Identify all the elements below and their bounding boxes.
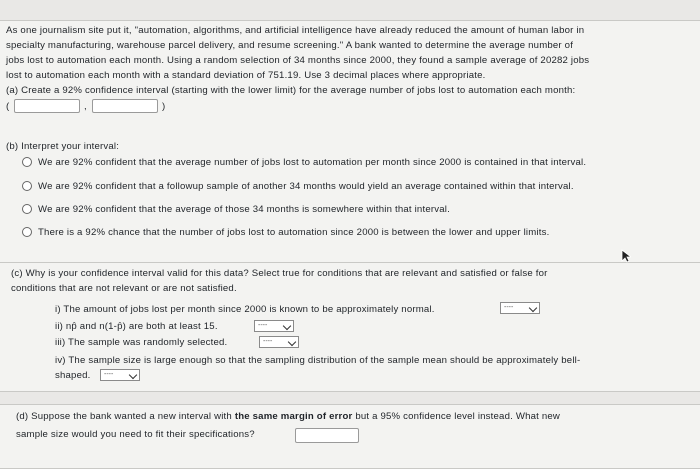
option-radio-2[interactable] xyxy=(22,181,32,191)
chevron-down-icon xyxy=(283,322,291,330)
part-d-prompt-pre: (d) Suppose the bank wanted a new interval with xyxy=(16,411,232,422)
upper-limit-input[interactable] xyxy=(92,99,158,113)
condition-iv-select[interactable]: ---- xyxy=(100,369,140,381)
condition-ii-select[interactable]: ---- xyxy=(254,320,294,332)
condition-iv: iv) The sample size is large enough so that the sampling distribution of the sample mean should be approximately bell- xyxy=(55,355,581,366)
comma: , xyxy=(84,101,87,112)
condition-iv-cont: shaped. xyxy=(55,370,91,381)
question-panel-a-b xyxy=(0,20,700,264)
option-label-1[interactable]: We are 92% confident that the average number of jobs lost to automation per month since 2000 is contained in that interval. xyxy=(38,157,587,168)
part-d-prompt-bold: the same margin of error xyxy=(234,411,353,422)
part-c-prompt: (c) Why is your confidence interval valid for this data? Select true for conditions that are relevant and satisfied or false for xyxy=(11,268,548,279)
mouse-cursor-icon xyxy=(621,249,631,263)
condition-iii-select[interactable]: ---- xyxy=(259,336,299,348)
condition-iii: iii) The sample was randomly selected. xyxy=(55,337,228,348)
condition-ii: ii) np̂ and n(1-p̂) are both at least 15. xyxy=(55,321,218,332)
intro-line: specialty manufacturing, warehouse parcel delivery, and resume screening." A bank wanted to determine the average number of xyxy=(6,40,574,51)
intro-line: jobs lost to automation each month. Using a random selection of 34 months since 2000, they found a sample average of 20282 jobs xyxy=(6,55,590,66)
condition-i: i) The amount of jobs lost per month since 2000 is known to be approximately normal. xyxy=(55,304,435,315)
lower-limit-input[interactable] xyxy=(14,99,80,113)
question-panel-c xyxy=(0,262,700,392)
part-b-prompt: (b) Interpret your interval: xyxy=(6,141,120,152)
part-d-prompt xyxy=(16,411,560,422)
condition-i-select[interactable]: ---- xyxy=(500,302,540,314)
option-radio-3[interactable] xyxy=(22,204,32,214)
part-d-prompt-post: but a 95% confidence level instead. What new xyxy=(355,411,561,422)
chevron-down-icon xyxy=(288,338,296,346)
question-panel-d xyxy=(0,404,700,469)
option-label-3[interactable]: We are 92% confident that the average of those 34 months is somewhere within that interval. xyxy=(38,204,450,215)
option-radio-4[interactable] xyxy=(22,227,32,237)
sample-size-input[interactable] xyxy=(295,428,359,443)
close-paren: ) xyxy=(162,101,166,112)
intro-line: As one journalism site put it, "automation, algorithms, and artificial intelligence have already reduced the amount of human labor in xyxy=(6,25,585,36)
open-paren: ( xyxy=(6,101,10,112)
intro-line: lost to automation each month with a standard deviation of 751.19. Use 3 decimal places where appropriate. xyxy=(6,70,486,81)
part-a-prompt: (a) Create a 92% confidence interval (starting with the lower limit) for the average number of jobs lost to automation each month: xyxy=(6,85,576,96)
part-c-prompt: conditions that are not relevant or are not satisfied. xyxy=(11,283,237,294)
part-d-prompt-2: sample size would you need to fit their specifications? xyxy=(16,429,255,440)
chevron-down-icon xyxy=(529,304,537,312)
option-label-2[interactable]: We are 92% confident that a followup sample of another 34 months would yield an average contained within that interval. xyxy=(38,181,574,192)
chevron-down-icon xyxy=(129,371,137,379)
option-label-4[interactable]: There is a 92% chance that the number of jobs lost to automation since 2000 is between the lower and upper limits. xyxy=(38,227,550,238)
option-radio-1[interactable] xyxy=(22,157,32,167)
